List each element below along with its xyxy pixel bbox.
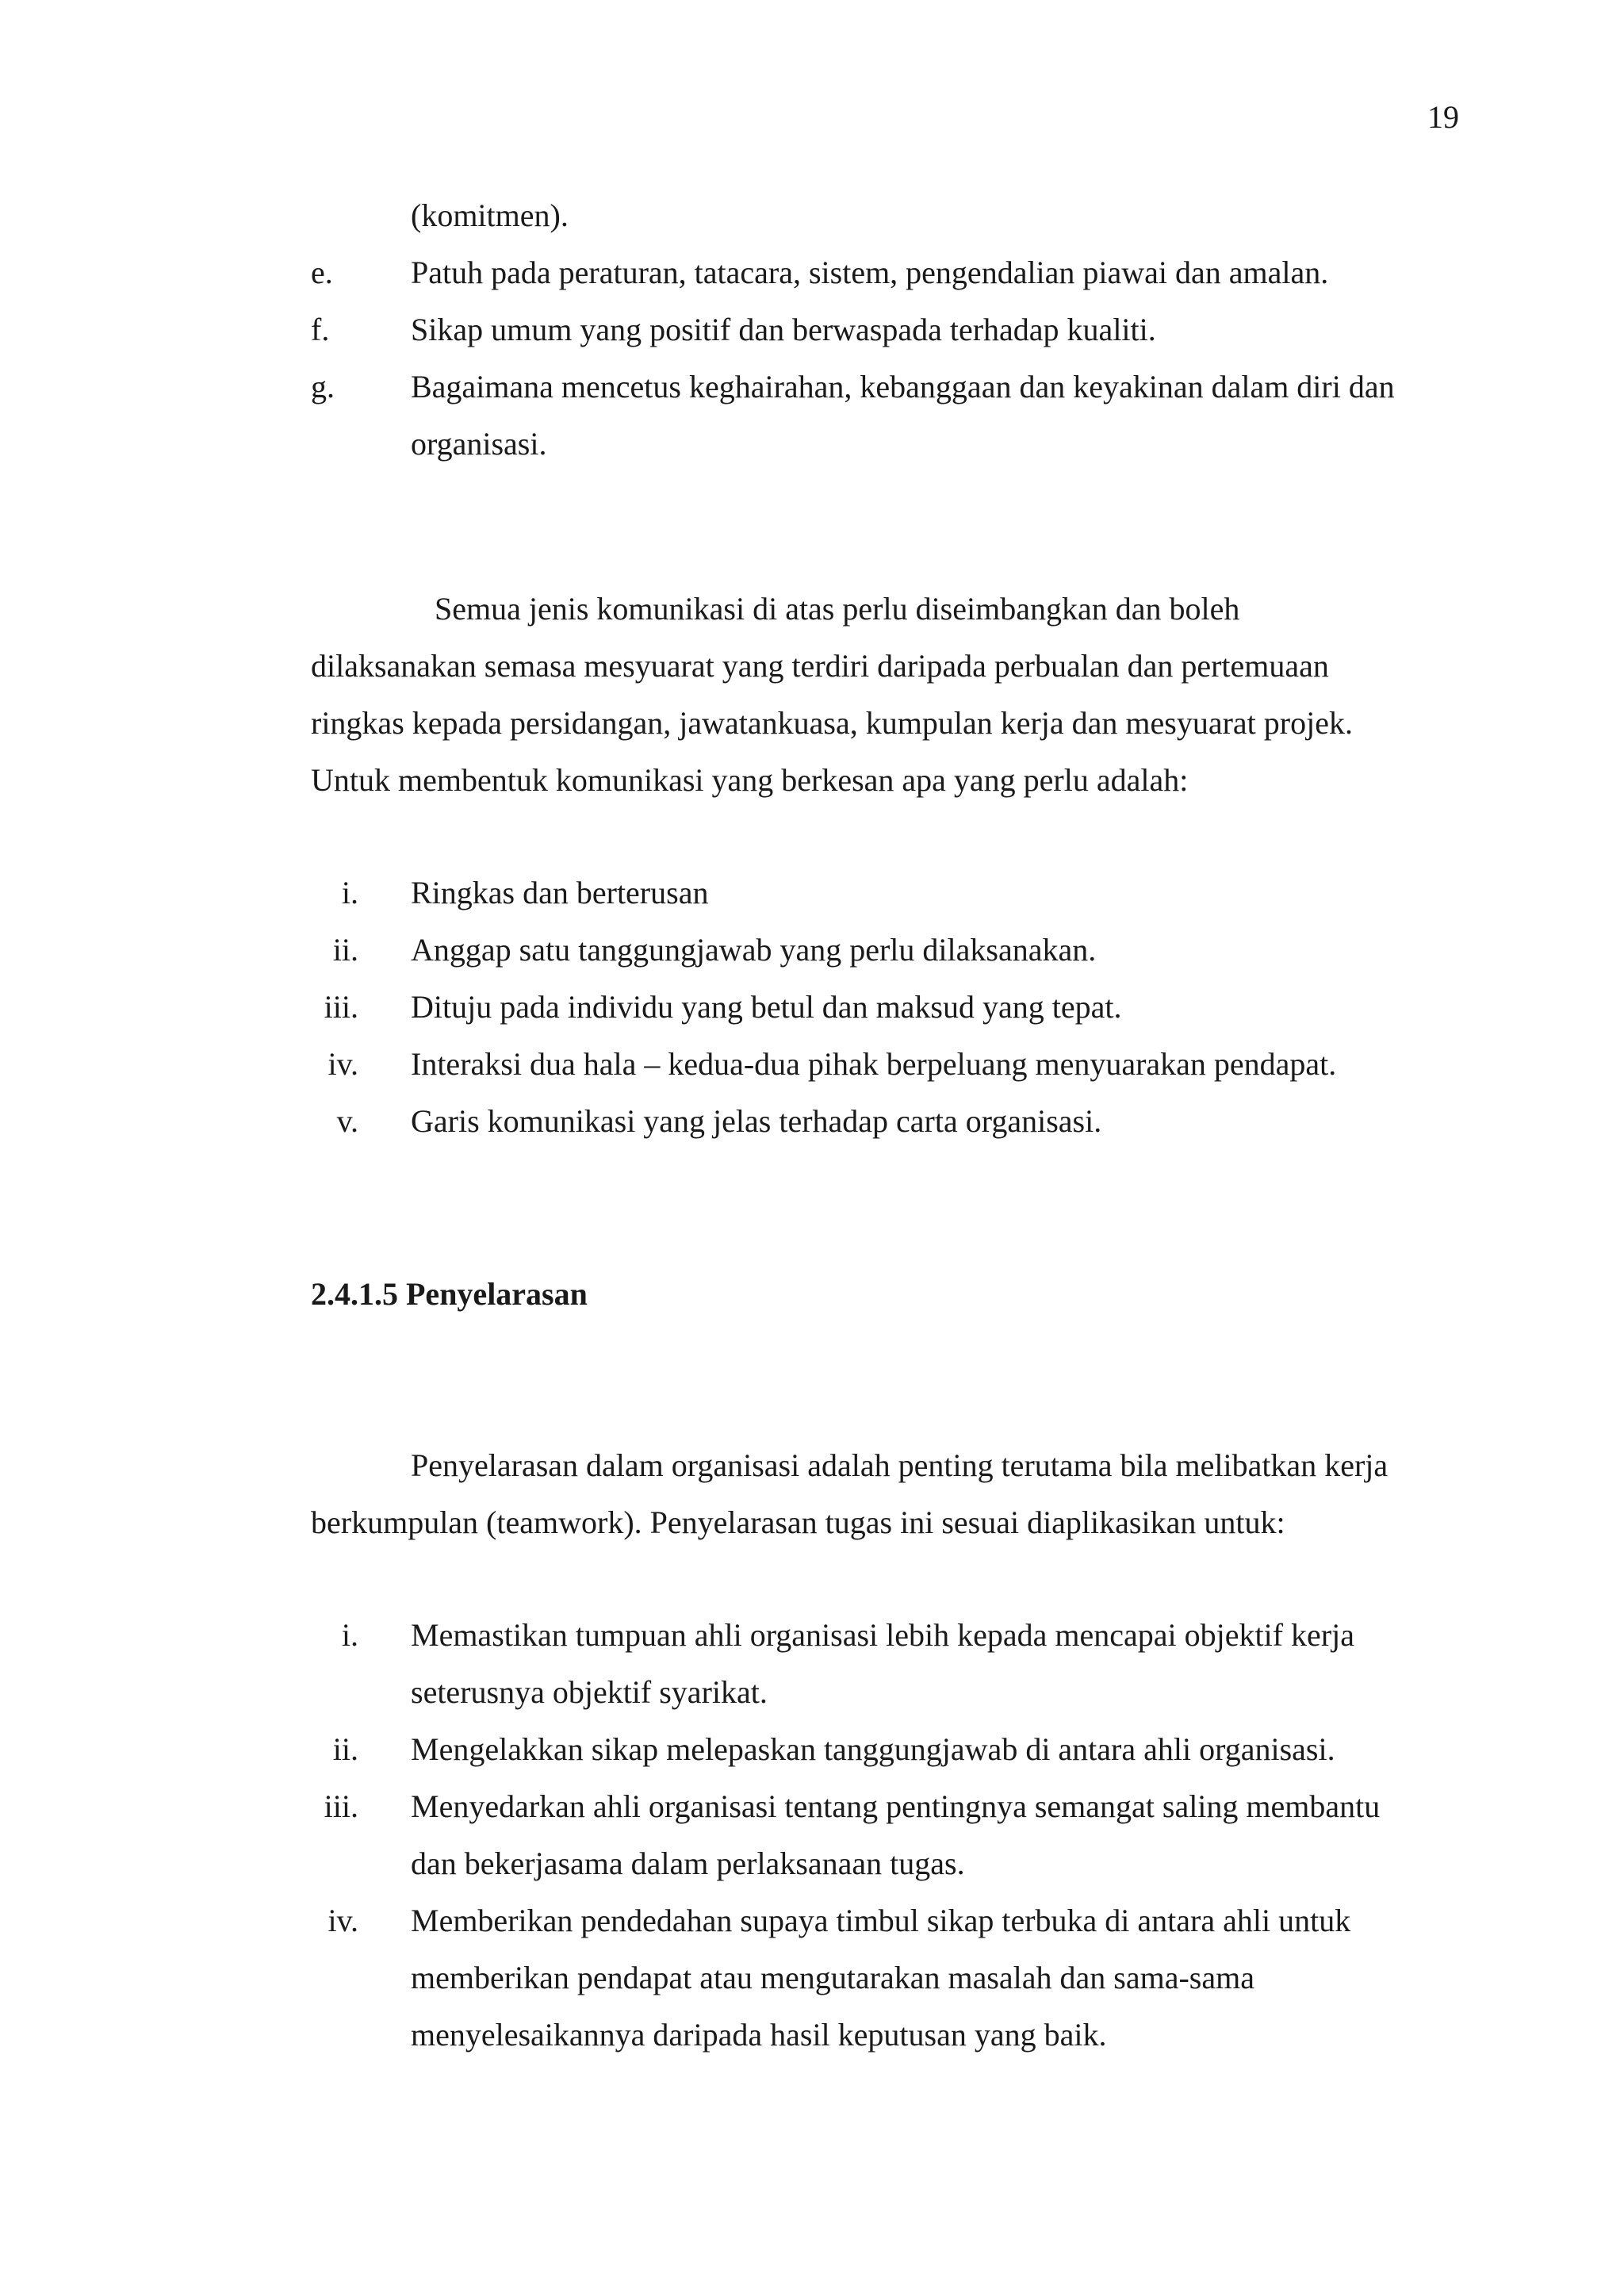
list-item-text: menyelesaikannya daripada hasil keputusan yang baik. xyxy=(411,2017,1107,2053)
list-marker: iii. xyxy=(324,989,358,1025)
list-item-text: seterusnya objektif syarikat. xyxy=(411,1674,768,1710)
list-item-text: Mengelakkan sikap melepaskan tanggungjawab di antara ahli organisasi. xyxy=(411,1731,1335,1767)
list-item-iv xyxy=(311,1892,1469,2064)
list-marker: ii. xyxy=(332,932,358,968)
list-item-e xyxy=(311,244,1469,301)
list-item-text: (komitmen). xyxy=(411,197,569,233)
paragraph-line: berkumpulan (teamwork). Penyelarasan tugas ini sesuai diaplikasikan untuk: xyxy=(311,1504,1285,1540)
list-marker: f. xyxy=(311,312,330,347)
top-list xyxy=(311,187,1469,473)
section-heading: 2.4.1.5 Penyelarasan xyxy=(311,1276,588,1312)
list-item-ii xyxy=(311,1721,1469,1778)
list-item-v xyxy=(311,1093,1469,1150)
list-item-g xyxy=(311,358,1469,473)
list-marker: i. xyxy=(341,875,358,910)
list-item-text: Bagaimana mencetus keghairahan, kebanggaan dan keyakinan dalam diri dan xyxy=(411,369,1395,404)
list-marker: i. xyxy=(341,1617,358,1653)
list-item-iv xyxy=(311,1036,1469,1093)
list-item-text: Ringkas dan berterusan xyxy=(411,875,709,910)
paragraph-line: ringkas kepada persidangan, jawatankuasa, kumpulan kerja dan mesyuarat projek. xyxy=(311,705,1353,741)
list-item-iii xyxy=(311,1778,1469,1892)
communication-list xyxy=(311,864,1469,1150)
paragraph-line: Untuk membentuk komunikasi yang berkesan apa yang perlu adalah: xyxy=(311,762,1189,798)
list-item-ii xyxy=(311,922,1469,979)
list-item-text: Anggap satu tanggungjawab yang perlu dilaksanakan. xyxy=(411,932,1097,968)
list-item-text: Sikap umum yang positif dan berwaspada terhadap kualiti. xyxy=(411,312,1156,347)
paragraph-line: Semua jenis komunikasi di atas perlu diseimbangkan dan boleh xyxy=(435,591,1240,627)
list-item-text: Memastikan tumpuan ahli organisasi lebih kepada mencapai objektif kerja xyxy=(411,1617,1354,1653)
list-marker: ii. xyxy=(332,1731,358,1767)
list-item-text: Patuh pada peraturan, tatacara, sistem, pengendalian piawai dan amalan. xyxy=(411,255,1329,290)
list-item-text: memberikan pendapat atau mengutarakan masalah dan sama-sama xyxy=(411,1960,1254,1995)
list-item-text: dan bekerjasama dalam perlaksanaan tugas. xyxy=(411,1846,965,1881)
list-item-text: Memberikan pendedahan supaya timbul sikap terbuka di antara ahli untuk xyxy=(411,1903,1351,1938)
list-marker: iii. xyxy=(324,1788,358,1824)
list-marker: iv. xyxy=(327,1046,358,1082)
list-marker: g. xyxy=(311,369,335,404)
list-item-text: Dituju pada individu yang betul dan maksud yang tepat. xyxy=(411,989,1122,1025)
list-item-i xyxy=(311,864,1469,922)
list-item-iii xyxy=(311,979,1469,1036)
list-item-text: organisasi. xyxy=(411,426,547,462)
list-marker: iv. xyxy=(327,1903,358,1938)
page-number: 19 xyxy=(1427,99,1459,135)
list-item-text: Menyedarkan ahli organisasi tentang pentingnya semangat saling membantu xyxy=(411,1788,1381,1824)
paragraph-coordination xyxy=(311,1437,1469,1551)
list-item-text: Garis komunikasi yang jelas terhadap carta organisasi. xyxy=(411,1103,1102,1139)
list-item-continuation xyxy=(311,187,1469,244)
paragraph-line: Penyelarasan dalam organisasi adalah penting terutama bila melibatkan kerja xyxy=(411,1447,1388,1483)
paragraph-communication xyxy=(311,581,1469,809)
list-marker: e. xyxy=(311,255,333,290)
coordination-list xyxy=(311,1607,1469,2064)
paragraph-line: dilaksanakan semasa mesyuarat yang terdiri daripada perbualan dan pertemuaan xyxy=(311,648,1329,684)
list-item-f xyxy=(311,301,1469,358)
list-item-i xyxy=(311,1607,1469,1721)
list-item-text: Interaksi dua hala – kedua-dua pihak berpeluang menyuarakan pendapat. xyxy=(411,1046,1337,1082)
list-marker: v. xyxy=(336,1103,358,1139)
